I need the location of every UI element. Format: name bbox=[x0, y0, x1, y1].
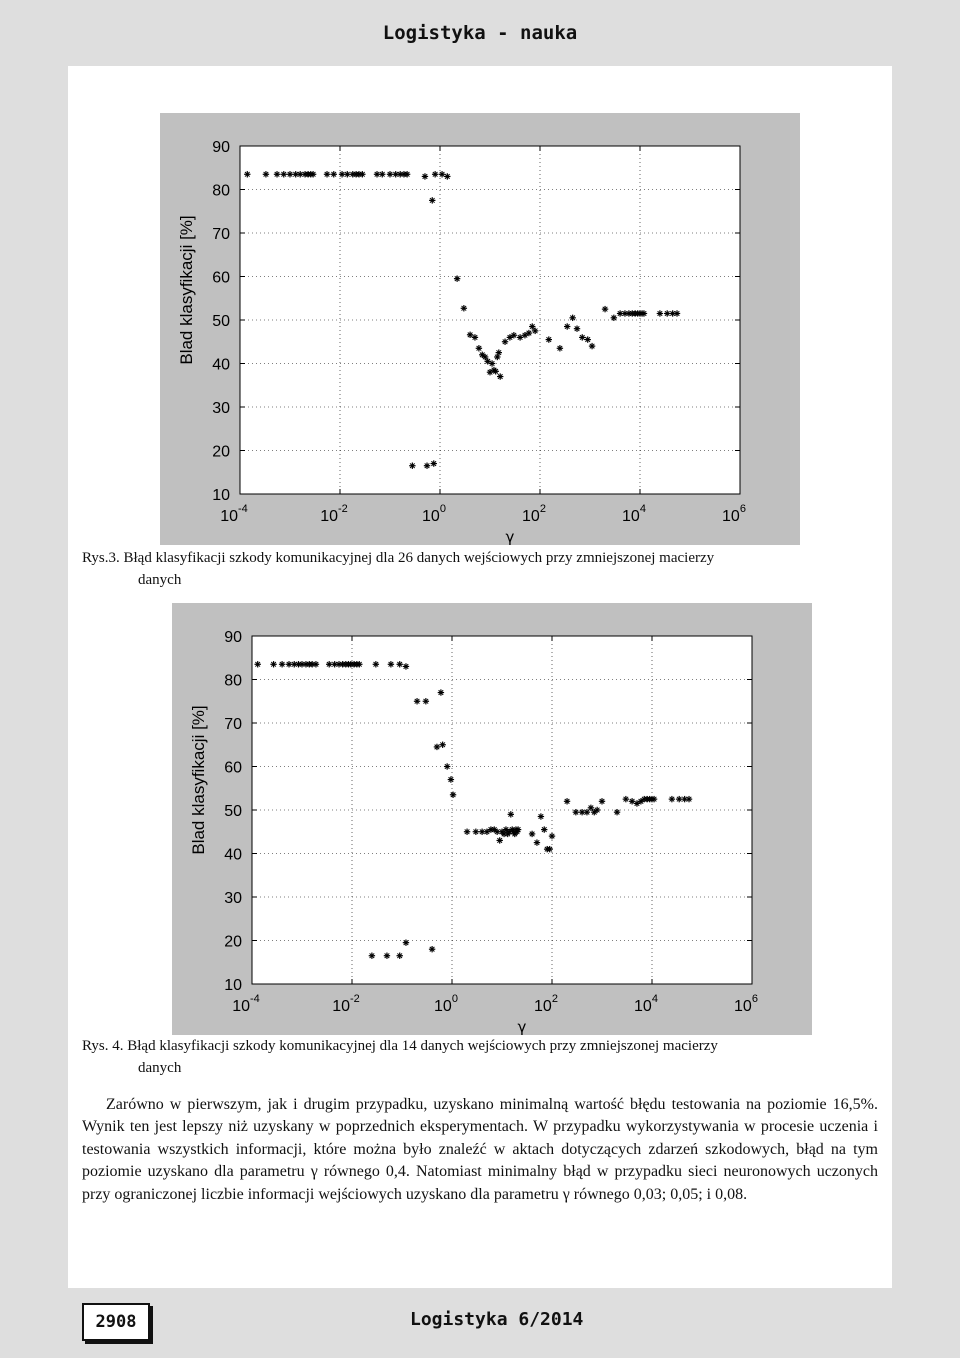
figure-3-caption-line1: Rys.3. Błąd klasyfikacji szkody komunikacyjnej dla 26 danych wejściowych przy zmniejszonej macierzy bbox=[82, 550, 715, 566]
figure-3-caption bbox=[82, 547, 882, 591]
data-point bbox=[651, 796, 657, 802]
data-point bbox=[379, 171, 385, 177]
data-point bbox=[497, 837, 503, 843]
data-point bbox=[431, 460, 437, 466]
y-tick-label: 30 bbox=[212, 400, 230, 417]
data-point bbox=[359, 171, 365, 177]
data-point bbox=[611, 315, 617, 321]
data-point bbox=[664, 310, 670, 316]
x-tick-label: $10^2$ bbox=[534, 993, 558, 1015]
data-point bbox=[529, 323, 535, 329]
figure-4-chart bbox=[172, 603, 812, 1035]
data-point bbox=[388, 661, 394, 667]
data-point bbox=[279, 661, 285, 667]
data-point bbox=[502, 339, 508, 345]
data-point bbox=[579, 334, 585, 340]
data-point bbox=[429, 946, 435, 952]
data-point bbox=[313, 661, 319, 667]
figure-3-chart bbox=[160, 113, 800, 545]
y-tick-label: 20 bbox=[224, 933, 242, 951]
data-point bbox=[573, 809, 579, 815]
data-point bbox=[492, 368, 498, 374]
data-point bbox=[397, 661, 403, 667]
figure-3-caption-line2: danych bbox=[138, 572, 182, 588]
x-tick-label: $10^0$ bbox=[434, 993, 458, 1015]
data-point bbox=[594, 807, 600, 813]
data-point bbox=[676, 796, 682, 802]
data-point bbox=[496, 349, 502, 355]
data-point bbox=[454, 275, 460, 281]
data-point bbox=[686, 796, 692, 802]
x-tick-label: $10^{-2}$ bbox=[332, 993, 360, 1015]
data-point bbox=[602, 306, 608, 312]
y-tick-label: 50 bbox=[212, 313, 230, 330]
data-point bbox=[564, 798, 570, 804]
data-point bbox=[444, 763, 450, 769]
x-tick-label: $10^{-4}$ bbox=[232, 993, 260, 1015]
data-point bbox=[254, 661, 260, 667]
y-tick-label: 60 bbox=[212, 269, 230, 287]
page-number: 2908 bbox=[82, 1303, 150, 1341]
data-point bbox=[461, 305, 467, 311]
data-point bbox=[448, 776, 454, 782]
data-point bbox=[403, 939, 409, 945]
data-point bbox=[424, 463, 430, 469]
data-point bbox=[534, 839, 540, 845]
data-point bbox=[541, 826, 547, 832]
y-tick-label: 80 bbox=[224, 672, 242, 690]
page-footer bbox=[0, 1303, 960, 1341]
data-point bbox=[641, 310, 647, 316]
data-point bbox=[409, 463, 415, 469]
data-point bbox=[310, 171, 316, 177]
body-paragraph-text: Zarówno w pierwszym, jak i drugim przypadku, uzyskano minimalną wartość błędu testowania na poziomie 16,5%. Wynik ten jest lepszy niż uzyskany w poprzednich eksperymentach. W przypadku wykorzystywania w procesie uczenia i testowania wszystkich informacji, które można było znaleźć w aktach dotyczących zdarzeń szkodowych, błąd na tym poziomie uzyskano dla parametru γ równego 0,4. Natomiast minimalny błąd w przypadku sieci neuronowych uczonych przy ograniczonej liczbie informacji wejściowych uzyskano dla parametru γ równego 0,03; 0,05; i 0,08. bbox=[82, 1096, 878, 1203]
data-point bbox=[404, 171, 410, 177]
x-tick-label: $10^2$ bbox=[522, 503, 546, 525]
data-point bbox=[508, 811, 514, 817]
data-point bbox=[429, 197, 435, 203]
x-tick-label: $10^4$ bbox=[634, 993, 658, 1015]
data-point bbox=[476, 345, 482, 351]
data-point bbox=[373, 661, 379, 667]
data-point bbox=[669, 796, 675, 802]
y-tick-label: 50 bbox=[224, 803, 242, 820]
data-point bbox=[589, 343, 595, 349]
data-point bbox=[564, 323, 570, 329]
x-tick-label: $10^0$ bbox=[422, 503, 446, 525]
data-point bbox=[422, 173, 428, 179]
data-point bbox=[511, 332, 517, 338]
y-tick-label: 90 bbox=[212, 139, 230, 156]
y-axis-label: Blad klasyfikacji [%] bbox=[177, 215, 196, 365]
data-point bbox=[657, 310, 663, 316]
data-point bbox=[473, 829, 479, 835]
data-point bbox=[384, 953, 390, 959]
data-point bbox=[403, 663, 409, 669]
y-axis-label: Blad klasyfikacji [%] bbox=[189, 705, 208, 855]
y-tick-label: 70 bbox=[212, 226, 230, 243]
data-point bbox=[432, 171, 438, 177]
y-tick-label: 40 bbox=[224, 846, 242, 864]
x-tick-label: $10^6$ bbox=[734, 993, 758, 1015]
data-point bbox=[529, 831, 535, 837]
data-point bbox=[244, 171, 250, 177]
data-point bbox=[515, 826, 521, 832]
data-point bbox=[414, 698, 420, 704]
data-point bbox=[472, 334, 478, 340]
data-point bbox=[497, 373, 503, 379]
y-tick-label: 30 bbox=[224, 890, 242, 907]
journal-section-header: Logistyka - nauka bbox=[382, 22, 578, 44]
data-point bbox=[623, 796, 629, 802]
x-axis-label: γ bbox=[505, 528, 515, 545]
y-tick-label: 70 bbox=[224, 716, 242, 733]
data-point bbox=[574, 326, 580, 332]
data-point bbox=[439, 742, 445, 748]
data-point bbox=[538, 813, 544, 819]
y-tick-label: 20 bbox=[212, 443, 230, 461]
figure-4-caption-line1: Rys. 4. Błąd klasyfikacji szkody komunikacyjnej dla 14 danych wejściowych przy zmniejszonej macierzy bbox=[82, 1038, 718, 1054]
data-point bbox=[287, 171, 293, 177]
y-tick-label: 10 bbox=[212, 487, 230, 504]
x-tick-label: $10^{-4}$ bbox=[220, 503, 248, 525]
data-point bbox=[438, 689, 444, 695]
data-point bbox=[423, 698, 429, 704]
data-point bbox=[557, 345, 563, 351]
data-point bbox=[434, 744, 440, 750]
data-point bbox=[464, 829, 470, 835]
y-tick-label: 10 bbox=[224, 977, 242, 994]
x-tick-label: $10^6$ bbox=[722, 503, 746, 525]
journal-issue: Logistyka 6/2014 bbox=[410, 1309, 584, 1330]
figure-4-plot bbox=[172, 603, 812, 1035]
data-point bbox=[356, 661, 362, 667]
data-point bbox=[547, 846, 553, 852]
data-point bbox=[585, 336, 591, 342]
y-tick-label: 90 bbox=[224, 629, 242, 646]
data-point bbox=[263, 171, 269, 177]
data-point bbox=[270, 661, 276, 667]
data-point bbox=[489, 360, 495, 366]
data-point bbox=[331, 171, 337, 177]
x-tick-label: $10^{-2}$ bbox=[320, 503, 348, 525]
data-point bbox=[324, 171, 330, 177]
y-tick-label: 60 bbox=[224, 759, 242, 777]
data-point bbox=[397, 953, 403, 959]
y-tick-label: 40 bbox=[212, 356, 230, 374]
data-point bbox=[450, 792, 456, 798]
body-paragraph bbox=[82, 1094, 878, 1206]
data-point bbox=[281, 171, 287, 177]
data-point bbox=[546, 336, 552, 342]
figure-4-caption-line2: danych bbox=[138, 1060, 182, 1076]
data-point bbox=[444, 173, 450, 179]
figure-3-plot bbox=[160, 113, 800, 545]
data-point bbox=[569, 315, 575, 321]
data-point bbox=[549, 833, 555, 839]
data-point bbox=[532, 328, 538, 334]
x-tick-label: $10^4$ bbox=[622, 503, 646, 525]
y-tick-label: 80 bbox=[212, 182, 230, 200]
x-axis-label: γ bbox=[517, 1018, 527, 1035]
data-point bbox=[526, 330, 532, 336]
data-point bbox=[369, 953, 375, 959]
data-point bbox=[614, 809, 620, 815]
figure-4-caption bbox=[82, 1035, 882, 1079]
data-point bbox=[387, 171, 393, 177]
data-point bbox=[674, 310, 680, 316]
data-point bbox=[344, 171, 350, 177]
data-point bbox=[326, 661, 332, 667]
data-point bbox=[588, 805, 594, 811]
data-point bbox=[599, 798, 605, 804]
data-point bbox=[274, 171, 280, 177]
